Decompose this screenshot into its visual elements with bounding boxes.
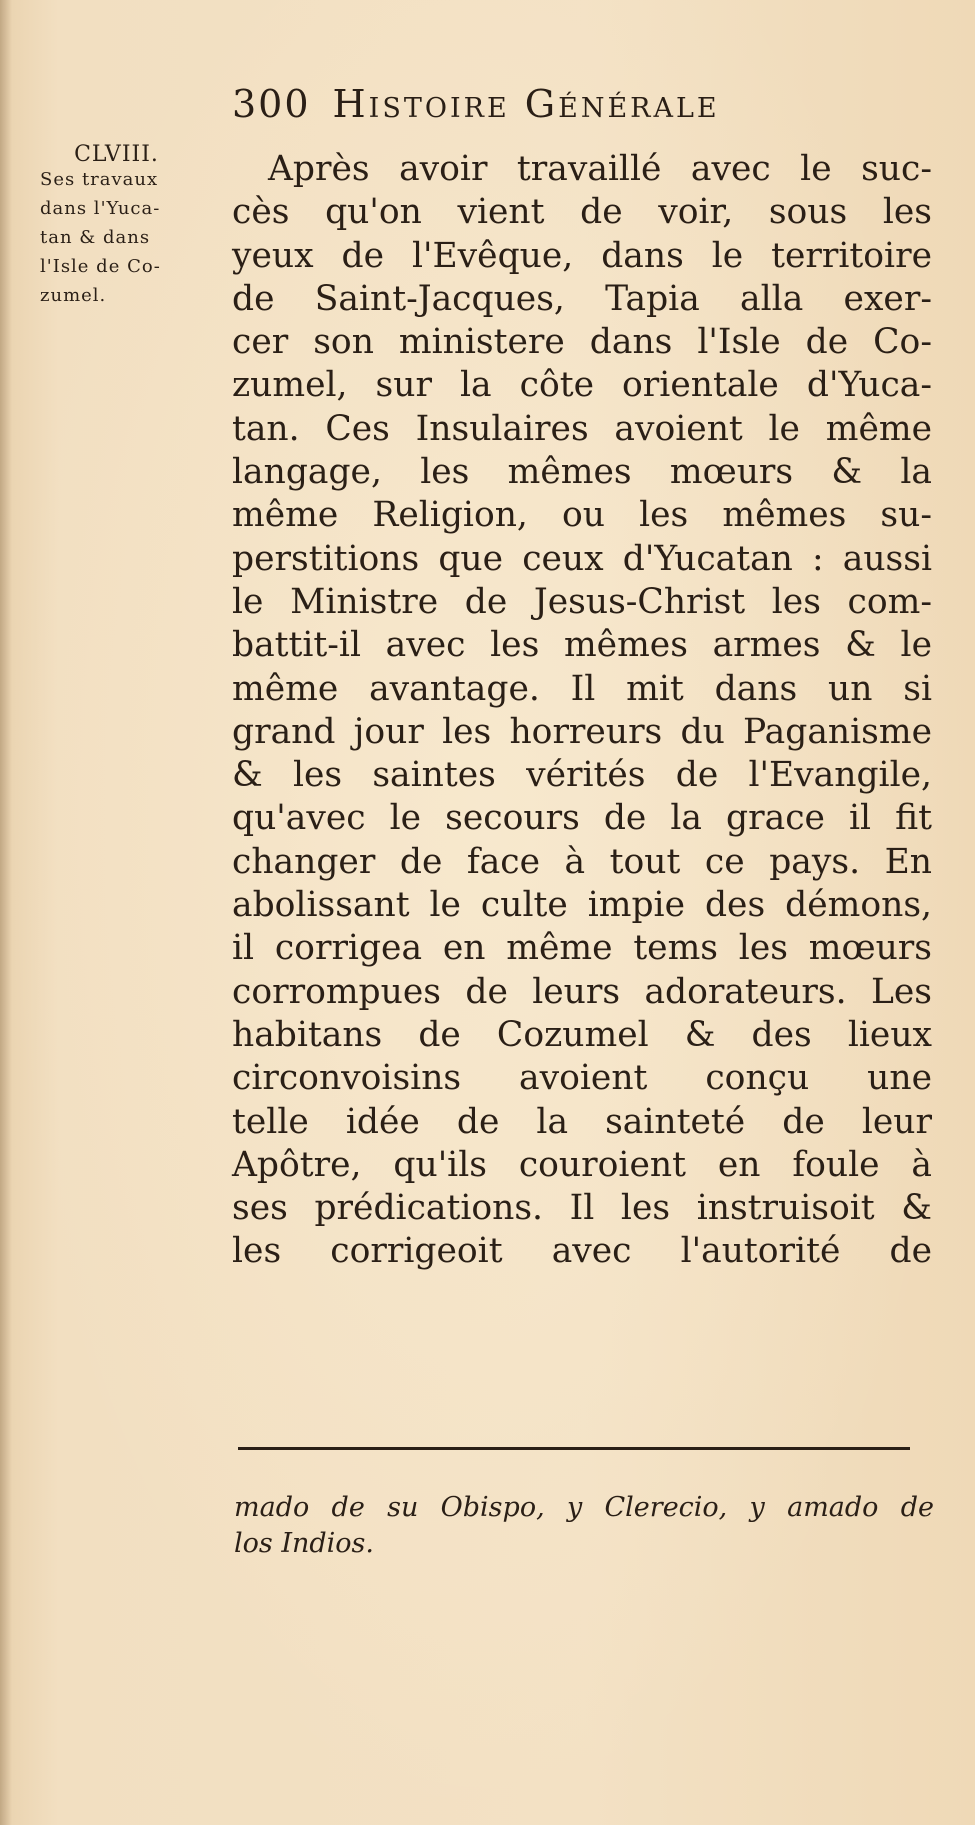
footnote-line: mado de su Obispo, y Clerecio, y amado de: [234, 1492, 934, 1523]
text-line: corrompues de leurs adorateurs. Les: [232, 971, 932, 1012]
text-line: il corrigea en même tems les mœurs: [232, 928, 932, 969]
text-line: Apôtre, qu'ils couroient en foule à: [232, 1144, 932, 1185]
text-line: même avantage. Il mit dans un si: [232, 668, 932, 709]
text-line: le Ministre de Jesus-Christ les com-: [232, 581, 932, 622]
text-line: de Saint-Jacques, Tapia alla exer-: [232, 278, 932, 319]
text-line: qu'avec le secours de la grace il fit: [232, 798, 932, 839]
text-line: & les saintes vérités de l'Evangile,: [232, 755, 932, 796]
footnote-line: los Indios.: [234, 1528, 374, 1559]
text-line: les corrigeoit avec l'autorité de: [232, 1231, 932, 1272]
marginal-note: [4, 140, 209, 310]
footnote-rule: [238, 1447, 910, 1450]
text-line: circonvoisins avoient conçu une: [232, 1058, 932, 1099]
running-head: [232, 82, 872, 132]
text-line: changer de face à tout ce pays. En: [232, 841, 932, 882]
footnote: [234, 1490, 934, 1562]
marginal-line: dans l'Yuca-: [40, 198, 161, 219]
text-line: abolissant le culte impie des démons,: [232, 885, 932, 926]
marginal-line: tan & dans: [40, 227, 151, 248]
marginal-line: l'Isle de Co-: [40, 256, 161, 277]
section-number: CLVIII.: [74, 142, 159, 167]
text-line: cès qu'on vient de voir, sous les: [232, 192, 932, 233]
text-line: telle idée de la sainteté de leur: [232, 1101, 932, 1142]
text-line: perstitions que ceux d'Yucatan : aussi: [232, 538, 932, 579]
text-line: yeux de l'Evêque, dans le territoire: [232, 235, 932, 276]
text-line: grand jour les horreurs du Paganisme: [232, 711, 932, 752]
text-line: zumel, sur la côte orientale d'Yuca-: [232, 365, 932, 406]
page-number: 300: [232, 82, 311, 126]
text-line: langage, les mêmes mœurs & la: [232, 452, 932, 493]
text-line: habitans de Cozumel & des lieux: [232, 1014, 932, 1055]
text-line: Après avoir travaillé avec le suc-: [268, 149, 932, 189]
text-line: même Religion, ou les mêmes su-: [232, 495, 932, 536]
running-title: Histoire Générale: [332, 82, 720, 126]
text-line: battit-il avec les mêmes armes & le: [232, 625, 932, 666]
text-line: ses prédications. Il les instruisoit &: [232, 1188, 932, 1229]
marginal-line: Ses travaux: [40, 169, 159, 190]
text-line: tan. Ces Insulaires avoient le même: [232, 408, 932, 449]
text-line: cer son ministere dans l'Isle de Co-: [232, 322, 932, 363]
marginal-line: zumel.: [40, 285, 107, 306]
body-text: [232, 148, 932, 1274]
